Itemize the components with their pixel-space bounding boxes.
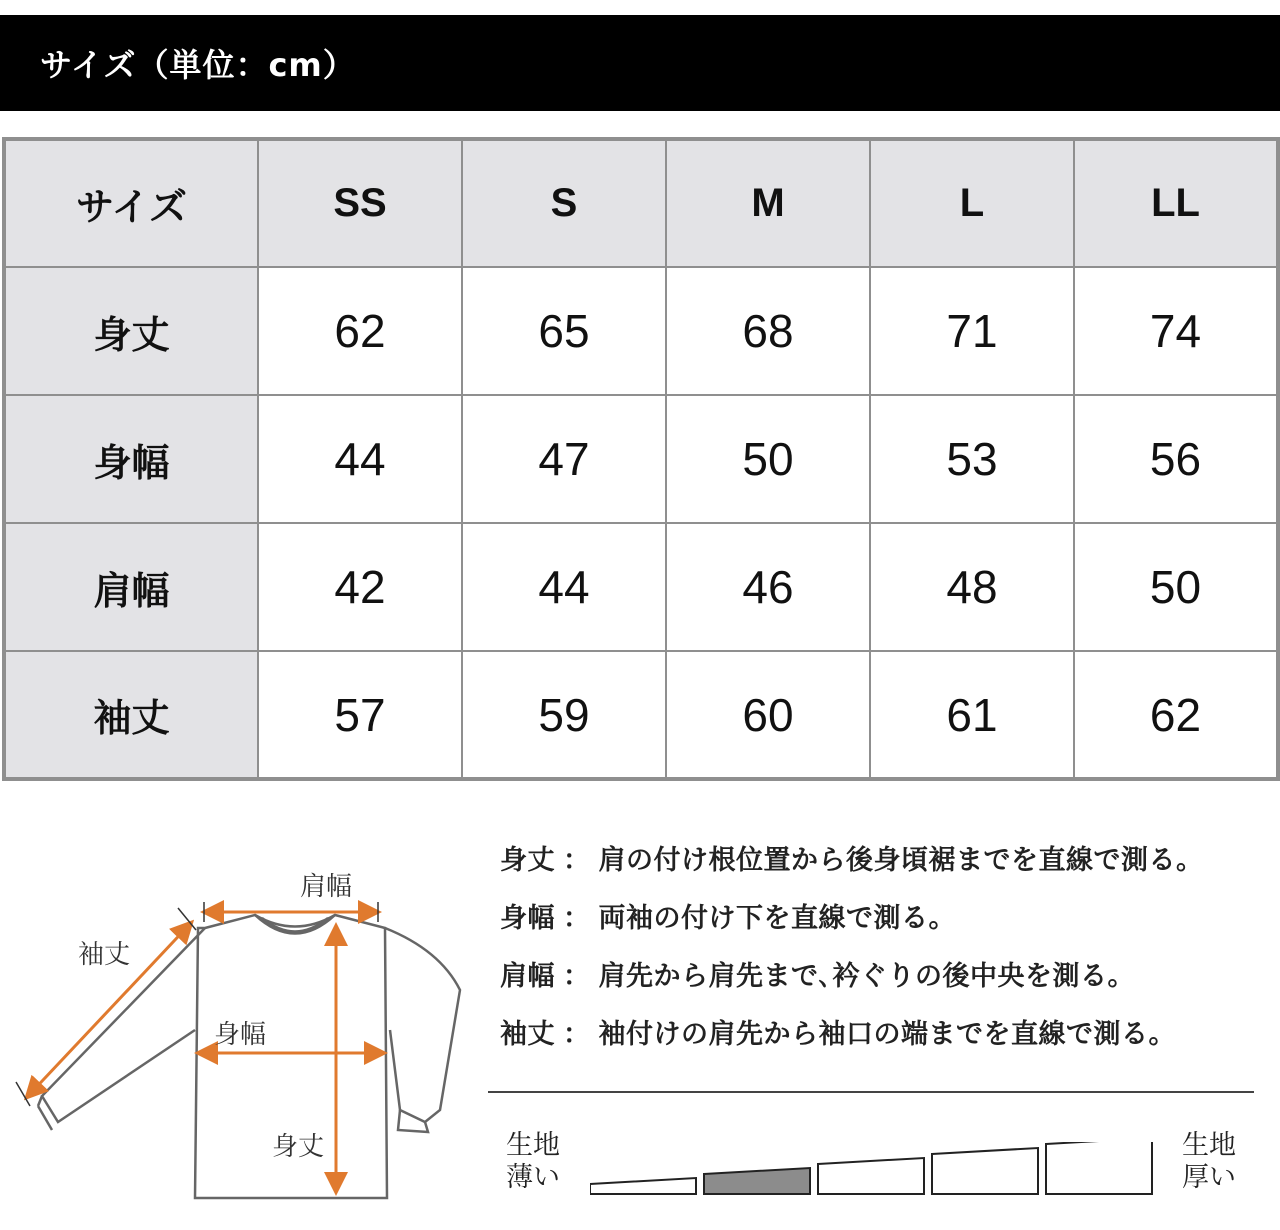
shoulder-width-label: 肩幅 bbox=[300, 872, 353, 902]
table-cell: 48 bbox=[870, 523, 1074, 651]
note-line bbox=[500, 886, 1270, 944]
table-cell: 61 bbox=[870, 651, 1074, 779]
table-cell: 59 bbox=[462, 651, 666, 779]
row-label: 肩幅 bbox=[4, 523, 258, 651]
thin-label-line2: 薄い bbox=[506, 1162, 560, 1193]
table-cell: 53 bbox=[870, 395, 1074, 523]
table-cell: 44 bbox=[258, 395, 462, 523]
note-line bbox=[500, 944, 1270, 1002]
sleeve-length-label: 袖丈 bbox=[78, 940, 131, 970]
table-cell: 68 bbox=[666, 267, 870, 395]
body-length-label: 身丈 bbox=[272, 1132, 325, 1162]
table-cell: 47 bbox=[462, 395, 666, 523]
note-line bbox=[500, 1002, 1270, 1060]
table-row bbox=[4, 651, 1278, 779]
table-row bbox=[4, 267, 1278, 395]
table-cell: 50 bbox=[666, 395, 870, 523]
thickness-scale bbox=[590, 1142, 1170, 1202]
size-header: SS bbox=[258, 139, 462, 267]
header-bar bbox=[0, 15, 1280, 111]
note-colon: ： bbox=[563, 1018, 591, 1050]
note-colon: ： bbox=[563, 844, 591, 876]
table-corner-header: サイズ bbox=[4, 139, 258, 267]
thick-label-line1: 生地 bbox=[1182, 1130, 1236, 1161]
thick-label bbox=[1174, 1130, 1244, 1194]
size-header: S bbox=[462, 139, 666, 267]
body-width-label: 身幅 bbox=[214, 1020, 267, 1050]
table-cell: 60 bbox=[666, 651, 870, 779]
table-cell: 62 bbox=[1074, 651, 1278, 779]
table-cell: 65 bbox=[462, 267, 666, 395]
thickness-level-bar bbox=[590, 1178, 696, 1194]
note-text: 両袖の付け下を直線で測る。 bbox=[598, 902, 956, 934]
table-cell: 46 bbox=[666, 523, 870, 651]
table-header-row bbox=[4, 139, 1278, 267]
note-text: 肩先から肩先まで､衿ぐりの後中央を測る。 bbox=[598, 960, 1135, 992]
size-table bbox=[2, 137, 1280, 781]
note-text: 袖付けの肩先から袖口の端までを直線で測る。 bbox=[598, 1018, 1176, 1050]
note-term: 肩幅 bbox=[500, 960, 555, 992]
tshirt-measurement-diagram bbox=[0, 860, 480, 1230]
size-header: M bbox=[666, 139, 870, 267]
thin-label bbox=[498, 1130, 568, 1194]
note-term: 身幅 bbox=[500, 902, 555, 934]
thin-label-line1: 生地 bbox=[506, 1130, 560, 1161]
table-cell: 50 bbox=[1074, 523, 1278, 651]
table-cell: 42 bbox=[258, 523, 462, 651]
size-header: LL bbox=[1074, 139, 1278, 267]
note-line bbox=[500, 828, 1270, 886]
note-colon: ： bbox=[563, 902, 591, 934]
table-cell: 44 bbox=[462, 523, 666, 651]
thickness-level-bar bbox=[818, 1158, 924, 1194]
page-title: サイズ（単位：cm） bbox=[40, 46, 356, 84]
size-header: L bbox=[870, 139, 1074, 267]
divider bbox=[488, 1091, 1254, 1093]
table-cell: 56 bbox=[1074, 395, 1278, 523]
table-cell: 62 bbox=[258, 267, 462, 395]
row-label: 袖丈 bbox=[4, 651, 258, 779]
row-label: 身幅 bbox=[4, 395, 258, 523]
table-row bbox=[4, 523, 1278, 651]
measurement-notes bbox=[500, 828, 1270, 1060]
fabric-thickness-indicator bbox=[490, 1128, 1280, 1208]
note-term: 袖丈 bbox=[500, 1018, 555, 1050]
note-text: 肩の付け根位置から後身頃裾までを直線で測る。 bbox=[598, 844, 1204, 876]
table-cell: 74 bbox=[1074, 267, 1278, 395]
note-colon: ： bbox=[563, 960, 591, 992]
table-cell: 71 bbox=[870, 267, 1074, 395]
thickness-level-bar bbox=[704, 1168, 810, 1194]
note-term: 身丈 bbox=[500, 844, 555, 876]
table-row bbox=[4, 395, 1278, 523]
thick-label-line2: 厚い bbox=[1182, 1162, 1236, 1193]
thickness-level-bar bbox=[1046, 1142, 1152, 1194]
thickness-level-bar bbox=[932, 1148, 1038, 1194]
table-cell: 57 bbox=[258, 651, 462, 779]
row-label: 身丈 bbox=[4, 267, 258, 395]
